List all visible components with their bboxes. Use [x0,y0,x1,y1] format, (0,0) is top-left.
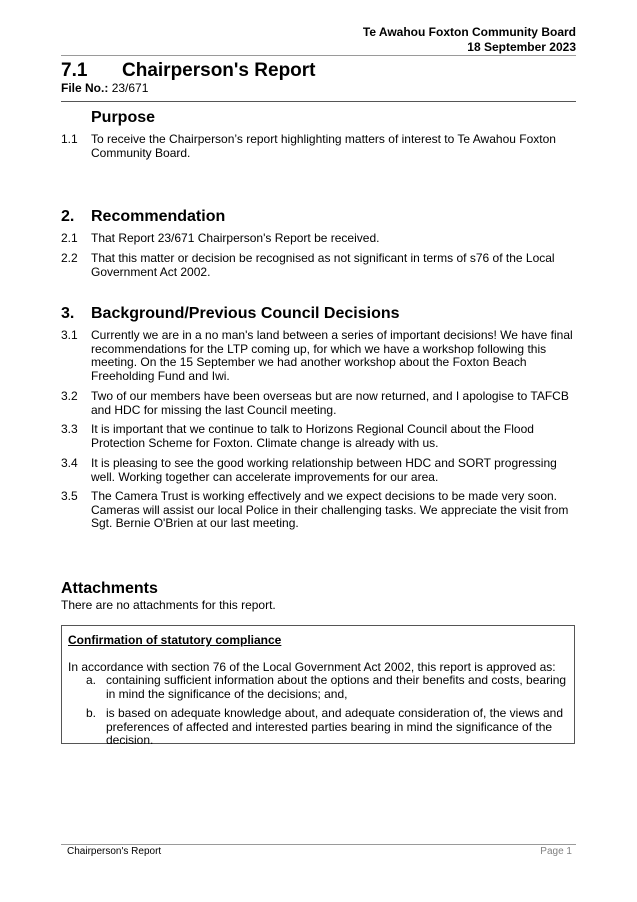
section-number: 3. [61,305,75,322]
paragraph-number: 3.1 [61,328,78,342]
footer-page-number: Page 1 [540,846,572,857]
compliance-box [61,625,575,747]
file-label: File No.: [61,81,109,95]
paragraph-text: Currently we are in a no man's land between a series of important decisions! We have final recommendations for the LTP coming up, for which we have a workshop following this meeting. On the 15 September we had another workshop about the Foxton Beach Freeholding Fund and Iwi. [91,328,573,383]
item-text: is based on adequate knowledge about, and adequate consideration of, the views and preferences of affected and interested parties bearing in mind the significance of the decision. [106,706,564,747]
item-letter: b. [86,706,97,720]
paragraph-number: 3.2 [61,389,78,403]
paragraph-3-4 [61,457,581,484]
purpose-heading: Purpose [91,109,156,126]
attachments-text: There are no attachments for this report. [61,598,276,612]
report-title-text: Chairperson's Report [122,60,316,81]
paragraph-3-2 [61,390,581,417]
header-board: Te Awahou Foxton Community Board [362,25,576,39]
header-date: 18 September 2023 [467,40,576,54]
paragraph-number: 1.1 [61,132,78,146]
paragraph-text: That this matter or decision be recognised as not significant in terms of s76 of the Local Government Act 2002. [91,251,555,279]
file-value: 23/671 [111,81,149,95]
paragraph-1-1 [61,133,581,160]
paragraph-number: 3.4 [61,456,78,470]
title-divider [61,101,576,102]
header-divider [61,55,576,56]
section-title: Recommendation [91,208,226,225]
paragraph-number: 3.5 [61,489,78,503]
paragraph-2-1 [61,232,581,246]
compliance-intro: In accordance with section 76 of the Local Government Act 2002, this report is approved as: [68,660,556,674]
item-text: containing sufficient information about the options and their benefits and costs, bearing in mind the significance of the decisions; and, [106,673,567,701]
item-letter: a. [86,673,97,687]
paragraph-number: 2.2 [61,251,78,265]
footer-report-name: Chairperson's Report [67,846,162,857]
paragraph-text: Two of our members have been overseas but are now returned, and I apologise to TAFCB and HDC for missing the last Council meeting. [91,389,569,417]
attachments-heading: Attachments [61,580,158,597]
paragraph-number: 3.3 [61,422,78,436]
paragraph-text: To receive the Chairperson’s report highlighting matters of interest to Te Awahou Foxton Community Board. [91,132,556,160]
paragraph-text: That Report 23/671 Chairperson's Report be received. [91,231,380,245]
report-number: 7.1 [61,60,88,81]
footer-divider [61,844,576,845]
paragraph-3-3 [61,423,581,450]
compliance-item-a [86,674,570,701]
paragraph-text: It is important that we continue to talk to Horizons Regional Council about the Flood Protection Scheme for Foxton. Climate change is already with us. [91,422,534,450]
report-title [61,60,316,82]
section-number: 2. [61,208,75,225]
paragraph-text: The Camera Trust is working effectively and we expect decisions to be made very soon. Cameras will assist our local Police in their challenging tasks. We appreciate the visit from Sgt. Bernie O'Brien at our last meeting. [91,489,569,530]
paragraph-2-2 [61,252,581,279]
page-header [363,25,576,55]
compliance-item-b [86,707,570,748]
paragraph-number: 2.1 [61,231,78,245]
background-heading [61,305,400,323]
paragraph-3-5 [61,490,581,531]
compliance-title: Confirmation of statutory compliance [68,633,282,647]
paragraph-text: It is pleasing to see the good working relationship between HDC and SORT progressing well. Working together can accelerate improvements for our area. [91,456,557,484]
file-number [61,81,148,95]
section-title: Background/Previous Council Decisions [91,305,400,322]
paragraph-3-1 [61,329,581,383]
recommendation-heading [61,208,225,226]
